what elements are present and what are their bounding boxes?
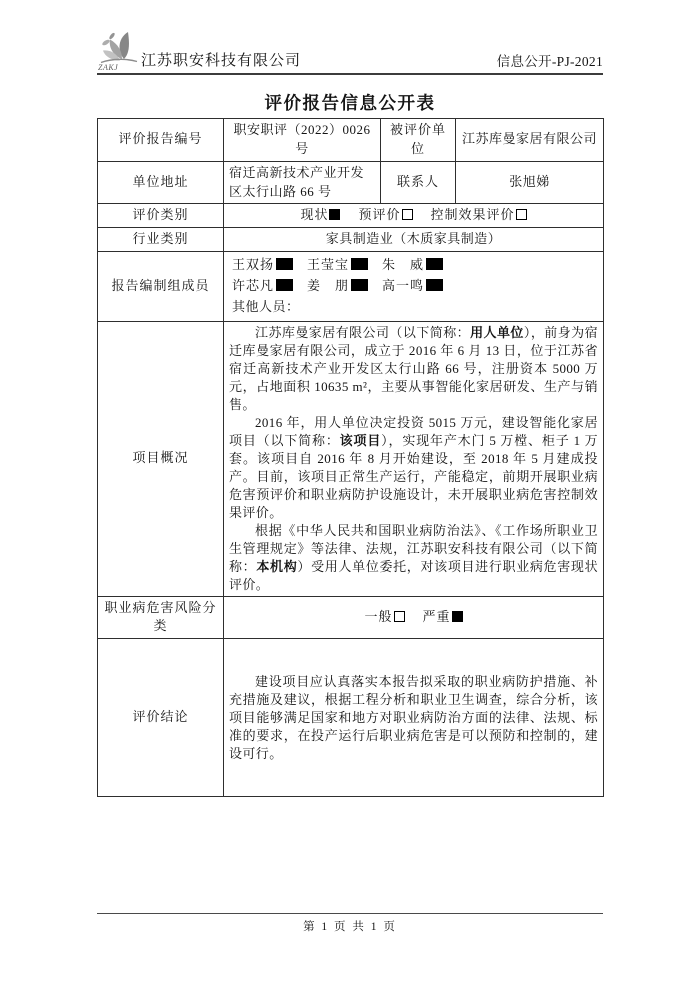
option-label: 严重 [422,609,451,625]
logo-text: ZAKJ [98,63,119,72]
checkbox-option [300,207,340,222]
row-members [98,252,604,322]
industry-value: 家具制造业（木质家具制造） [224,228,604,252]
bold-text-segment: 用人单位 [470,324,524,340]
row-industry [98,228,604,252]
report-no-label: 评价报告编号 [98,119,224,162]
option-label: 一般 [364,609,393,625]
text-segment: 2016 年，用人单位决定投资 5015 万元，建设智能化家居项目（以下简称： [229,414,598,448]
company-name: 江苏职安科技有限公司 [141,53,302,69]
row-eval-type [98,204,604,228]
option-label: 姜 朋 [307,277,350,293]
text-segment: 江苏库曼家居有限公司（以下简称： [255,324,471,340]
checkbox-unchecked-icon [516,209,527,220]
member-name-group [307,278,368,293]
checkbox-checked-icon [452,611,463,622]
overview-label: 项目概况 [98,321,224,596]
member-name-group [382,278,443,293]
redaction-box [351,258,368,270]
redaction-box [276,258,293,270]
header-left [97,29,301,73]
overview-paragraph-3 [229,522,598,594]
report-no-value: 职安职评（2022）0026 号 [224,119,381,162]
footer-divider [97,913,603,914]
page-number: 第 1 页 共 1 页 [303,921,397,933]
members-line-2 [228,276,599,297]
members-other: 其他人员： [232,298,300,314]
checkbox-option [364,609,404,624]
member-name-group [382,257,443,272]
checkbox-unchecked-icon [394,611,405,622]
redaction-box [276,279,293,291]
industry-label: 行业类别 [98,228,224,252]
member-name-group [232,278,293,293]
conclusion-text: 建设项目应认真落实本报告拟采取的职业病防护措施、补充措施及建议，根据工程分析和职业卫生调查，综合分析，该项目能够满足国家和地方对职业病防治方面的法律、法规、标准的要求，在投产运行后职业病危害是可以预防和控制的，建设可行。 [229,673,598,761]
text-segment: ），前身为宿迁库曼家居有限公司，成立于 2016 年 6 月 13 日，位于江苏省宿迁高新技术产业开发区太行山路 66 号，注册资本 5000 万元，占地面积 10635 m²，主要从事智能化家居研发、生产与销售。 [229,324,598,412]
evaluated-unit-value: 江苏库曼家居有限公司 [456,119,604,162]
company-logo [97,29,141,73]
checkbox-option [431,207,527,222]
eval-type-label: 评价类别 [98,204,224,228]
eval-type-options [224,204,604,228]
page-title: 评价报告信息公开表 [264,93,436,113]
checkbox-unchecked-icon [402,209,413,220]
row-conclusion [98,639,604,797]
contact-value: 张旭娣 [456,161,604,204]
members-label: 报告编制组成员 [98,252,224,322]
conclusion-cell [224,639,604,797]
address-value: 宿迁高新技术产业开发区太行山路 66 号 [224,161,381,204]
overview-cell [224,321,604,596]
members-line-1 [228,255,599,276]
member-name-group [307,257,368,272]
checkbox-checked-icon [329,209,340,220]
members-cell [224,252,604,322]
row-risk [98,596,604,639]
redaction-box [426,279,443,291]
row-address [98,161,604,204]
redaction-box [351,279,368,291]
bold-text-segment: 本机构 [256,558,298,574]
row-report-no [98,119,604,162]
info-table [97,118,604,797]
checkbox-option [358,207,412,222]
member-name-group [232,257,293,272]
option-label: 控制效果评价 [430,207,515,223]
redaction-box [426,258,443,270]
option-label: 王双扬 [232,257,275,273]
option-label: 许芯凡 [232,277,275,293]
option-label: 预评价 [358,207,401,223]
checkbox-option [423,609,463,624]
risk-label: 职业病危害风险分类 [98,596,224,639]
text-segment: ），实现年产木门 5 万樘、柜子 1 万套。该项目自 2016 年 8 月开始建设，至 2018 年 5 月建成投产。目前，该项目正常生产运行，产能稳定，前期开展职业病危害预评价和职业病防护设施设计，未开展职业病危害控制效果评价。 [229,432,598,520]
text-segment: 根据《中华人民共和国职业病防治法》、《工作场所职业卫生管理规定》等法律、法规，江苏职安科技有限公司（以下简称： [229,522,598,574]
row-overview [98,321,604,596]
conclusion-label: 评价结论 [98,639,224,797]
address-label: 单位地址 [98,161,224,204]
option-label: 现状 [300,207,329,223]
text-segment: ）受用人单位委托，对该项目进行职业病危害现状评价。 [229,558,598,592]
overview-paragraph-2 [229,414,598,522]
document-code: 信息公开-PJ-2021 [496,54,603,69]
option-label: 高一鸣 [382,277,425,293]
page-footer [97,913,603,934]
option-label: 朱 威 [382,257,425,273]
option-label: 王莹宝 [307,257,350,273]
risk-options [224,596,604,639]
document-header [97,26,603,75]
bold-text-segment: 该项目 [339,432,382,448]
evaluated-unit-label: 被评价单位 [381,119,456,162]
contact-label: 联系人 [381,161,456,204]
overview-paragraph-1 [229,324,598,414]
